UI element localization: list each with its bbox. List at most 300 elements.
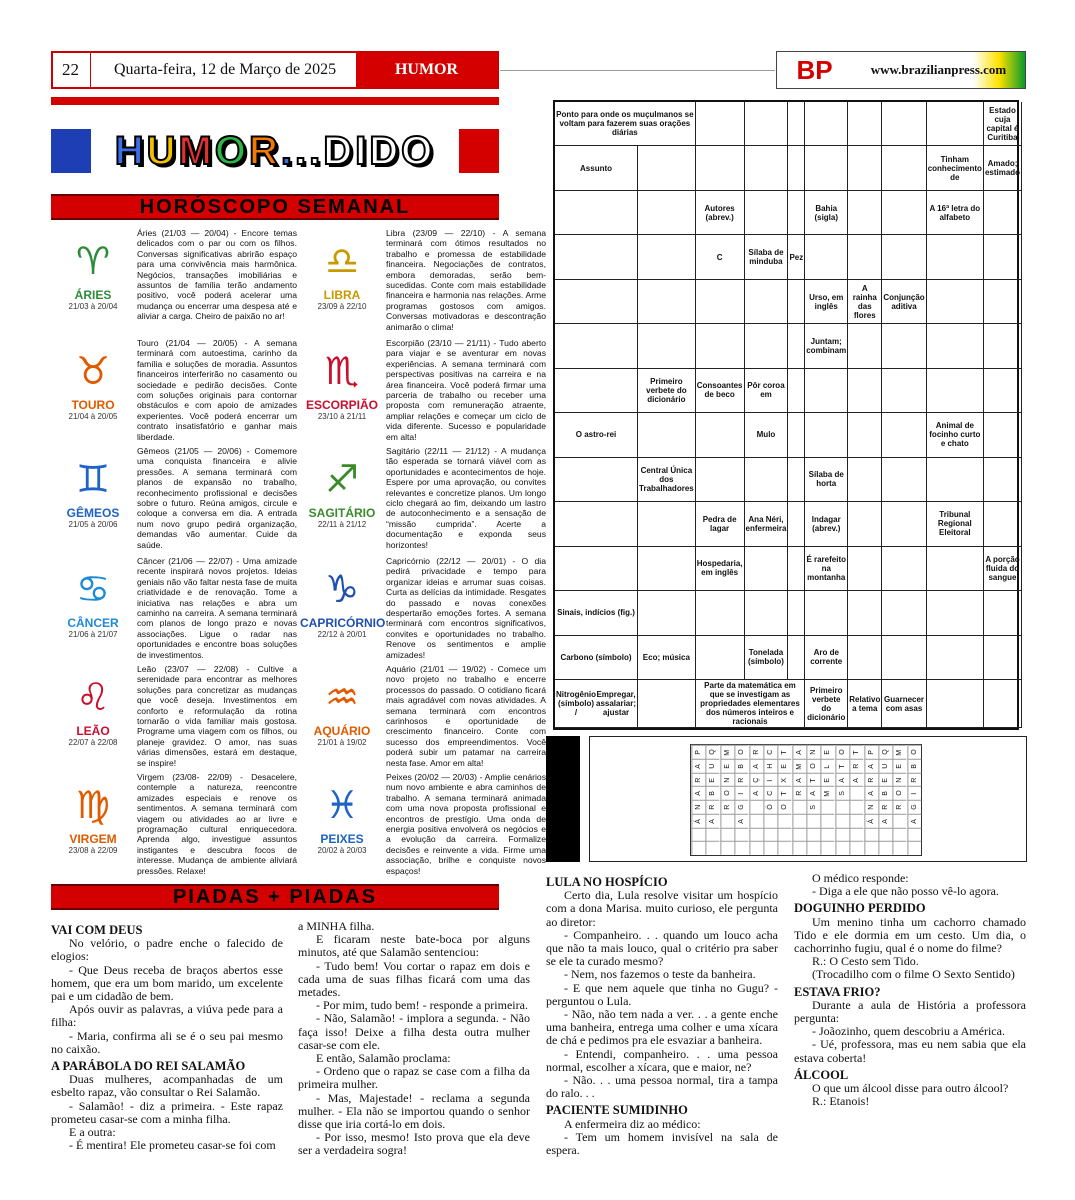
crossword-clue: Indagar (abrev.) — [811, 514, 841, 533]
answer-cell: O — [734, 745, 748, 759]
humor-banner — [51, 115, 499, 187]
crossword-cell[interactable] — [882, 502, 926, 546]
crossword-cell[interactable] — [848, 636, 882, 680]
crossword-cell[interactable] — [927, 636, 984, 680]
crossword-cell[interactable] — [984, 591, 1022, 635]
crossword-cell[interactable] — [745, 547, 789, 591]
answer-cell: O — [892, 786, 906, 800]
crossword-cell[interactable] — [927, 458, 984, 502]
banner-letter: R — [248, 128, 281, 173]
crossword-cell[interactable] — [984, 191, 1022, 235]
crossword-cell[interactable] — [696, 324, 745, 368]
answer-cell: P — [864, 745, 878, 759]
horoscope-text: Leão (23/07 — 22/08) - Cultive a serenidade para encontrar as melhores soluções para concretizar as mudanças que você deseja. Investimentos em conforto e reformulação da rotina tornarão o vida familiar mais gostosa. Programe uma viagem com os filhos, ou planeje gravidez. O amor, nas suas várias dimensões, estará em destaque, se inspire! — [137, 664, 297, 768]
answer-cell: M — [820, 786, 834, 800]
crossword-cell[interactable] — [638, 547, 696, 591]
crossword-clue: Aro de corrente — [810, 648, 843, 667]
crossword-clue: Amado; estimado — [984, 159, 1021, 178]
crossword-cell[interactable] — [745, 191, 789, 235]
horoscope-text: Câncer (21/06 — 22/07) - Uma amizade recente inspirará novos projetos. Ideias geniais não vão faltar nesta fase de muita criatividade e de renovação. Tome a iniciativa nas relações e abra um caminho na carreira. A semana terminará com planos de longo prazo e novas associações. Ligue o radar nas oportunidades e encontre boas soluções de investimentos. — [137, 556, 297, 660]
crossword-cell[interactable] — [927, 191, 984, 235]
answer-cell: A — [792, 773, 806, 787]
joke-heading: A PARÁBOLA DO REI SALAMÃO — [51, 1059, 246, 1074]
answer-cell — [878, 841, 892, 855]
crossword-cell[interactable] — [848, 458, 882, 502]
crossword-cell[interactable] — [927, 591, 984, 635]
crossword-clue: Animal de focinho curto e chato — [929, 421, 981, 449]
crossword-cell[interactable] — [696, 591, 745, 635]
joke-paragraph: O médico responde: — [812, 871, 909, 885]
crossword-cell[interactable] — [984, 369, 1022, 413]
zodiac-sign-7 — [51, 564, 135, 654]
zodiac-sign-11 — [51, 780, 135, 870]
banner-letter: H — [114, 128, 147, 173]
horoscope-text: Capricórnio (22/12 — 20/01) - O dia pedirá privacidade e tempo para organizar ideias e arrumar suas coisas. Curta as delícias da intimidade. Resgates do passado e novas conexões despertarão emoções fortes. A semana terminará com encontros significativos, convites e oportunidades no trabalho. Renove os sentimentos e amplie amizades! — [386, 556, 546, 660]
answer-cell: U — [878, 759, 892, 773]
answer-cell — [792, 800, 806, 814]
banner-letter: D — [369, 128, 402, 173]
answer-cell: B — [734, 759, 748, 773]
answer-cell: R — [849, 759, 863, 773]
crossword-cell[interactable] — [696, 547, 745, 591]
answer-cell: R — [691, 773, 705, 787]
crossword-cell[interactable] — [555, 413, 638, 457]
zodiac-name: TOURO — [71, 398, 115, 412]
crossword-cell[interactable] — [882, 235, 926, 279]
crossword-cell[interactable] — [848, 280, 882, 324]
answer-cell: O — [907, 745, 921, 759]
crossword-cell[interactable] — [638, 636, 696, 680]
zodiac-dates: 21/04 à 20/05 — [68, 412, 118, 421]
answer-cell — [763, 828, 777, 842]
crossword-cell[interactable] — [555, 235, 638, 279]
crossword-cell[interactable] — [984, 502, 1022, 546]
zodiac-sign-5 — [51, 454, 135, 544]
crossword-clue: Urso, em inglês — [809, 292, 844, 311]
section-label: HUMOR — [356, 53, 497, 87]
crossword-clue: Sílaba de minduba — [748, 248, 784, 267]
crossword-cell[interactable] — [788, 102, 805, 146]
zodiac-dates: 23/10 à 21/11 — [317, 412, 367, 421]
crossword-cell[interactable] — [882, 280, 926, 324]
crossword-cell[interactable] — [984, 413, 1022, 457]
crossword-cell[interactable] — [788, 458, 805, 502]
crossword-cell[interactable] — [788, 502, 805, 546]
zodiac-icon: ♍ — [75, 783, 111, 827]
answer-cell — [749, 814, 763, 828]
page-number: 22 — [51, 51, 91, 89]
crossword-clue: Sílaba de horta — [808, 470, 844, 489]
answer-cell: M — [792, 759, 806, 773]
zodiac-dates: 21/06 à 21/07 — [68, 630, 118, 639]
crossword-cell[interactable] — [638, 324, 696, 368]
answer-cell: B — [705, 786, 719, 800]
crossword-cell[interactable] — [745, 458, 789, 502]
crossword-cell[interactable] — [788, 146, 805, 190]
crossword-cell[interactable] — [882, 102, 926, 146]
answer-cell — [892, 814, 906, 828]
crossword-cell[interactable] — [745, 636, 789, 680]
joke-paragraph: - Por mim, tudo bem! - responde a primeira. — [316, 998, 528, 1013]
answer-cell — [849, 814, 863, 828]
crossword-cell[interactable] — [745, 369, 789, 413]
crossword-cell[interactable] — [555, 591, 638, 635]
crossword-cell[interactable] — [848, 146, 882, 190]
crossword-cell[interactable] — [805, 102, 848, 146]
answer-cell — [820, 814, 834, 828]
crossword-cell[interactable] — [638, 280, 696, 324]
crossword-cell[interactable] — [555, 369, 638, 413]
answer-cell: C — [763, 786, 777, 800]
zodiac-sign-4 — [300, 346, 384, 436]
answer-cell: N — [691, 800, 705, 814]
crossword-cell[interactable] — [696, 502, 745, 546]
joke-heading: VAI COM DEUS — [51, 923, 143, 937]
crossword-cell[interactable] — [745, 235, 789, 279]
joke-paragraph: E a outra: — [69, 1125, 116, 1140]
joke-paragraph: A enfermeira diz ao médico: — [564, 1116, 701, 1131]
answer-cell — [878, 828, 892, 842]
crossword-cell[interactable] — [882, 191, 926, 235]
answer-cell — [763, 841, 777, 855]
zodiac-sign-9 — [51, 672, 135, 762]
answer-cell: A — [691, 759, 705, 773]
crossword-cell[interactable] — [882, 458, 926, 502]
answer-cell: A — [849, 773, 863, 787]
banner-letter: D — [323, 128, 356, 173]
joke-paragraph: - Companheiro. . . quando um louco acha que não ta mais louco, qual o critério pra saber se ele ta curado mesmo? — [546, 927, 778, 969]
crossword-cell[interactable] — [638, 191, 696, 235]
answer-cell: L — [820, 759, 834, 773]
answer-cell — [820, 800, 834, 814]
crossword-cell[interactable] — [848, 413, 882, 457]
crossword-clue: Pedra de lagar — [702, 514, 737, 533]
answer-cell: I — [734, 786, 748, 800]
crossword-cell[interactable] — [984, 235, 1022, 279]
zodiac-dates: 21/05 à 20/06 — [68, 520, 118, 529]
answer-cell — [749, 841, 763, 855]
joke-heading: ÁLCOOL — [794, 1067, 849, 1082]
answer-cell: U — [705, 759, 719, 773]
joke-paragraph: - Nem, nos fazemos o teste da banheira. — [564, 967, 756, 982]
answer-cell: Ó — [763, 800, 777, 814]
crossword-clue: Ana Néri, enfermeira — [745, 514, 787, 533]
jokes-column-4 — [794, 872, 1026, 1108]
answer-cell — [820, 828, 834, 842]
crossword-cell[interactable] — [882, 591, 926, 635]
crossword-cell[interactable] — [555, 146, 638, 190]
answer-cell — [777, 841, 791, 855]
crossword-cell[interactable] — [696, 413, 745, 457]
crossword-cell[interactable] — [805, 280, 848, 324]
crossword-clue: Autores (abrev.) — [704, 203, 735, 222]
zodiac-icon: ♏ — [324, 349, 360, 393]
answer-cell: R — [734, 773, 748, 787]
joke-paragraph: Um menino tinha um cachorro chamado Tido e ele dormia em um cesto. Um dia, o cachorrinho fugiu, qual é o nome do filme? — [794, 914, 1026, 956]
answer-cell: Á — [864, 814, 878, 828]
crossword-cell[interactable] — [984, 102, 1022, 146]
joke-paragraph: - Joãozinho, quem descobriu a América. — [812, 1024, 1005, 1039]
crossword-cell[interactable] — [848, 102, 882, 146]
horoscope-title: HORÓSCOPO SEMANAL — [51, 194, 499, 220]
answer-cell — [849, 786, 863, 800]
answer-cell: O — [835, 745, 849, 759]
answer-cell: T — [806, 773, 820, 787]
answer-cell: A — [691, 786, 705, 800]
answer-cell: A — [806, 786, 820, 800]
answer-cell — [907, 828, 921, 842]
crossword-clue: Tonelada (símbolo) — [747, 648, 784, 667]
zodiac-icon: ♌ — [75, 675, 111, 719]
crossword-cell[interactable] — [848, 680, 882, 728]
crossword-cell[interactable] — [745, 591, 789, 635]
answer-cell — [864, 841, 878, 855]
crossword-cell[interactable] — [927, 502, 984, 546]
crossword-cell[interactable] — [638, 369, 696, 413]
crossword-clue: Empregar, assalariar; ajustar — [596, 690, 637, 717]
crossword-cell[interactable] — [848, 369, 882, 413]
answer-cell: Ç — [749, 773, 763, 787]
crossword-cell[interactable] — [745, 146, 789, 190]
joke-paragraph: - Entendi, companheiro. . . uma pessoa normal, escolher a xícara, que e maior, ne? — [546, 1046, 778, 1074]
crossword-clue: Central Única dos Trabalhadores — [639, 465, 694, 493]
crossword-cell[interactable] — [555, 102, 696, 146]
crossword-cell[interactable] — [696, 458, 745, 502]
banner-letter: I — [355, 128, 370, 173]
answer-cell: E — [705, 773, 719, 787]
crossword-cell[interactable] — [805, 191, 848, 235]
crossword-cell[interactable] — [984, 324, 1022, 368]
crossword-cell[interactable] — [638, 502, 696, 546]
answer-cell: Á — [691, 814, 705, 828]
zodiac-name: ÁRIES — [74, 288, 112, 302]
crossword-cell[interactable] — [848, 502, 882, 546]
answer-cell: O — [777, 800, 791, 814]
crossword-clue: Consoantes de beco — [696, 381, 743, 400]
answer-cell: T — [777, 745, 791, 759]
joke-paragraph: - Maria, confirma ali se é o seu pai mesmo no caixão. — [51, 1028, 283, 1056]
crossword-cell[interactable] — [696, 146, 745, 190]
answer-cell: R — [907, 773, 921, 787]
answer-cell — [792, 828, 806, 842]
crossword-cell[interactable] — [984, 636, 1022, 680]
crossword-cell[interactable] — [805, 636, 848, 680]
answer-cell: G — [907, 800, 921, 814]
crossword-cell[interactable] — [638, 235, 696, 279]
answer-cell: E — [892, 759, 906, 773]
issue-date: Quarta-feira, 12 de Março de 2025 — [113, 61, 337, 78]
zodiac-sign-3 — [51, 346, 135, 436]
answer-cell: G — [734, 800, 748, 814]
answer-cell — [691, 828, 705, 842]
crossword-cell[interactable] — [555, 547, 638, 591]
crossword-cell[interactable] — [638, 680, 696, 728]
zodiac-name: LIBRA — [323, 288, 361, 302]
crossword-cell[interactable] — [638, 591, 696, 635]
crossword-clue: Assunto — [580, 163, 613, 173]
crossword-cell[interactable] — [555, 502, 638, 546]
crossword-cell[interactable] — [788, 636, 805, 680]
crossword-cell[interactable] — [927, 146, 984, 190]
crossword-cell[interactable] — [805, 324, 848, 368]
crossword-cell[interactable] — [696, 636, 745, 680]
banner-title — [91, 115, 459, 187]
crossword-cell[interactable] — [788, 324, 805, 368]
crossword-cell[interactable] — [745, 280, 789, 324]
crossword-cell[interactable] — [984, 547, 1022, 591]
crossword-cell[interactable] — [882, 547, 926, 591]
jokes-column-1 — [51, 920, 283, 1152]
answer-cell: I — [763, 773, 777, 787]
crossword-clue: Ponto para onde os muçulmanos se voltam para fazerem suas orações diárias — [556, 110, 694, 138]
crossword-clue: Primeiro verbete do dicionário — [807, 685, 846, 722]
crossword-cell[interactable] — [805, 235, 848, 279]
answer-cell: Q — [705, 745, 719, 759]
crossword-cell[interactable] — [788, 413, 805, 457]
crossword-cell[interactable] — [555, 191, 638, 235]
crossword-cell[interactable] — [984, 146, 1022, 190]
crossword-cell[interactable] — [745, 102, 789, 146]
answer-cell — [892, 841, 906, 855]
crossword-cell[interactable] — [788, 369, 805, 413]
site-url[interactable]: www.brazilianpress.com — [852, 52, 1025, 88]
crossword-cell[interactable] — [696, 369, 745, 413]
crossword-cell[interactable] — [984, 458, 1022, 502]
answer-cell — [835, 814, 849, 828]
crossword-cell[interactable] — [927, 235, 984, 279]
crossword-cell[interactable] — [805, 369, 848, 413]
zodiac-icon: ♒ — [324, 675, 360, 719]
horoscope-text: Virgem (23/08- 22/09) - Desacelere, contemple a natureza, reencontre amizades especiais e renove os sentimentos. A semana terminará com viagem ou atividades ao ar livre e programação cultural enriquecedora. Aprenda algo, investigue assuntos instigantes e descubra focos de interesse. Mudança de ambiente aliviará pressões. Relaxe! — [137, 772, 297, 876]
crossword-cell[interactable] — [555, 458, 638, 502]
crossword-cell[interactable] — [882, 369, 926, 413]
answer-cell — [806, 828, 820, 842]
answer-cell — [792, 814, 806, 828]
zodiac-name: SAGITÁRIO — [308, 506, 376, 520]
crossword-cell[interactable] — [805, 547, 848, 591]
crossword-cell[interactable] — [927, 102, 984, 146]
answer-cell: A — [749, 759, 763, 773]
crossword-cell[interactable] — [882, 324, 926, 368]
joke-paragraph: R.: Etanois! — [812, 1094, 870, 1109]
crossword-cell[interactable] — [927, 324, 984, 368]
crossword-cell[interactable] — [745, 324, 789, 368]
answer-cell — [705, 841, 719, 855]
crossword-cell[interactable] — [882, 146, 926, 190]
crossword-cell[interactable] — [927, 369, 984, 413]
answer-cell — [777, 814, 791, 828]
crossword-cell[interactable] — [882, 636, 926, 680]
crossword-cell[interactable] — [638, 146, 696, 190]
joke-paragraph: E então, Salamão proclama: — [316, 1051, 451, 1066]
crossword-cell[interactable] — [788, 191, 805, 235]
answer-cell: E — [777, 759, 791, 773]
crossword-cell[interactable] — [805, 458, 848, 502]
answer-cell — [835, 800, 849, 814]
answer-cell: I — [907, 786, 921, 800]
crossword-clue: Guarnecer com asas — [884, 694, 925, 713]
crossword-cell[interactable] — [927, 280, 984, 324]
crossword-clue: O astro-rei — [575, 430, 617, 440]
crossword-cell[interactable] — [984, 680, 1022, 728]
crossword-cell[interactable] — [788, 235, 805, 279]
zodiac-name: CÂNCER — [67, 616, 119, 630]
joke-paragraph: - É mentira! Ele prometeu casar-se foi com — [69, 1138, 276, 1153]
joke-paragraph: - Diga a ele que não posso vê-lo agora. — [812, 884, 999, 899]
crossword-cell[interactable] — [805, 413, 848, 457]
crossword-clue: Carbono (símbolo) — [560, 652, 632, 662]
answer-cell: R — [705, 800, 719, 814]
crossword-cell[interactable] — [848, 235, 882, 279]
jokes-title: PIADAS + PIADAS — [51, 884, 499, 910]
crossword-clue: Pez — [789, 252, 804, 262]
answer-cell — [835, 841, 849, 855]
answer-cell — [864, 828, 878, 842]
zodiac-sign-12 — [300, 780, 384, 870]
joke-paragraph: - Ué, professora, mas eu nem sabia que ela estava coberta! — [794, 1037, 1026, 1065]
answer-cell: X — [777, 773, 791, 787]
crossword-cell[interactable] — [555, 324, 638, 368]
crossword-cell[interactable]: Nitrogênio (símbolo) / Empregar, assalariar; ajustar — [555, 680, 638, 728]
joke-paragraph: R.: O Cesto sem Tido. — [812, 954, 919, 969]
crossword-cell[interactable] — [555, 280, 638, 324]
zodiac-dates: 21/03 à 20/04 — [68, 302, 118, 311]
zodiac-name: PEIXES — [320, 832, 364, 846]
joke-paragraph: - Não, não tem nada a ver. . . a gente enche uma banheira, entrega uma colher e uma xícara de chá e pedimos pra ele esvaziar a banheira. — [546, 1007, 778, 1048]
answer-cell — [792, 841, 806, 855]
crossword-cell[interactable] — [927, 680, 984, 728]
joke-paragraph: a MINHA filha. — [298, 919, 375, 933]
crossword-cell[interactable] — [638, 413, 696, 457]
crossword-cell[interactable] — [805, 591, 848, 635]
crossword-cell[interactable] — [555, 636, 638, 680]
crossword-cell[interactable] — [788, 547, 805, 591]
crossword-cell[interactable] — [805, 502, 848, 546]
crossword-cell[interactable] — [696, 102, 745, 146]
crossword-cell[interactable] — [848, 191, 882, 235]
crossword-cell[interactable] — [848, 547, 882, 591]
crossword-cell[interactable] — [788, 591, 805, 635]
brand-logo[interactable] — [776, 51, 1026, 89]
zodiac-icon: ♑ — [324, 567, 360, 611]
crossword-cell[interactable] — [696, 235, 745, 279]
crossword-cell[interactable] — [927, 413, 984, 457]
crossword-cell[interactable] — [927, 547, 984, 591]
crossword-cell[interactable] — [745, 413, 789, 457]
crossword-cell[interactable] — [638, 458, 696, 502]
crossword-cell[interactable] — [696, 680, 806, 728]
crossword-cell[interactable] — [984, 280, 1022, 324]
answer-cell: A — [878, 814, 892, 828]
crossword-cell[interactable] — [696, 191, 745, 235]
zodiac-icon: ♐ — [324, 457, 360, 501]
joke-paragraph: (Trocadilho com o filme O Sexto Sentido) — [812, 967, 1015, 982]
crossword-cell[interactable] — [805, 146, 848, 190]
answer-cell — [705, 828, 719, 842]
crossword-cell[interactable] — [805, 680, 848, 728]
crossword-cell[interactable] — [696, 280, 745, 324]
crossword-cell[interactable] — [882, 680, 926, 728]
crossword-clue: Juntam; combinam — [806, 337, 847, 356]
crossword-cell[interactable] — [848, 591, 882, 635]
horoscope-text: Sagitário (22/11 — 21/12) - A mudança tão esperada se tornará viável com as oportunidades e acontecimentos de hoje. Espere por uma aprovação, ou convites relevantes e concretize planos. Um longo ciclo chegará ao fim, deixando um lastro de autoconhecimento e a sensação de “missão cumprida”. Acerte a documentação e exponda seus horizontes! — [386, 446, 546, 550]
answer-cell: A — [835, 773, 849, 787]
crossword-cell[interactable] — [882, 413, 926, 457]
crossword-cell[interactable] — [745, 502, 789, 546]
answer-cell — [849, 841, 863, 855]
crossword-cell[interactable] — [848, 324, 882, 368]
crossword-cell[interactable] — [788, 280, 805, 324]
